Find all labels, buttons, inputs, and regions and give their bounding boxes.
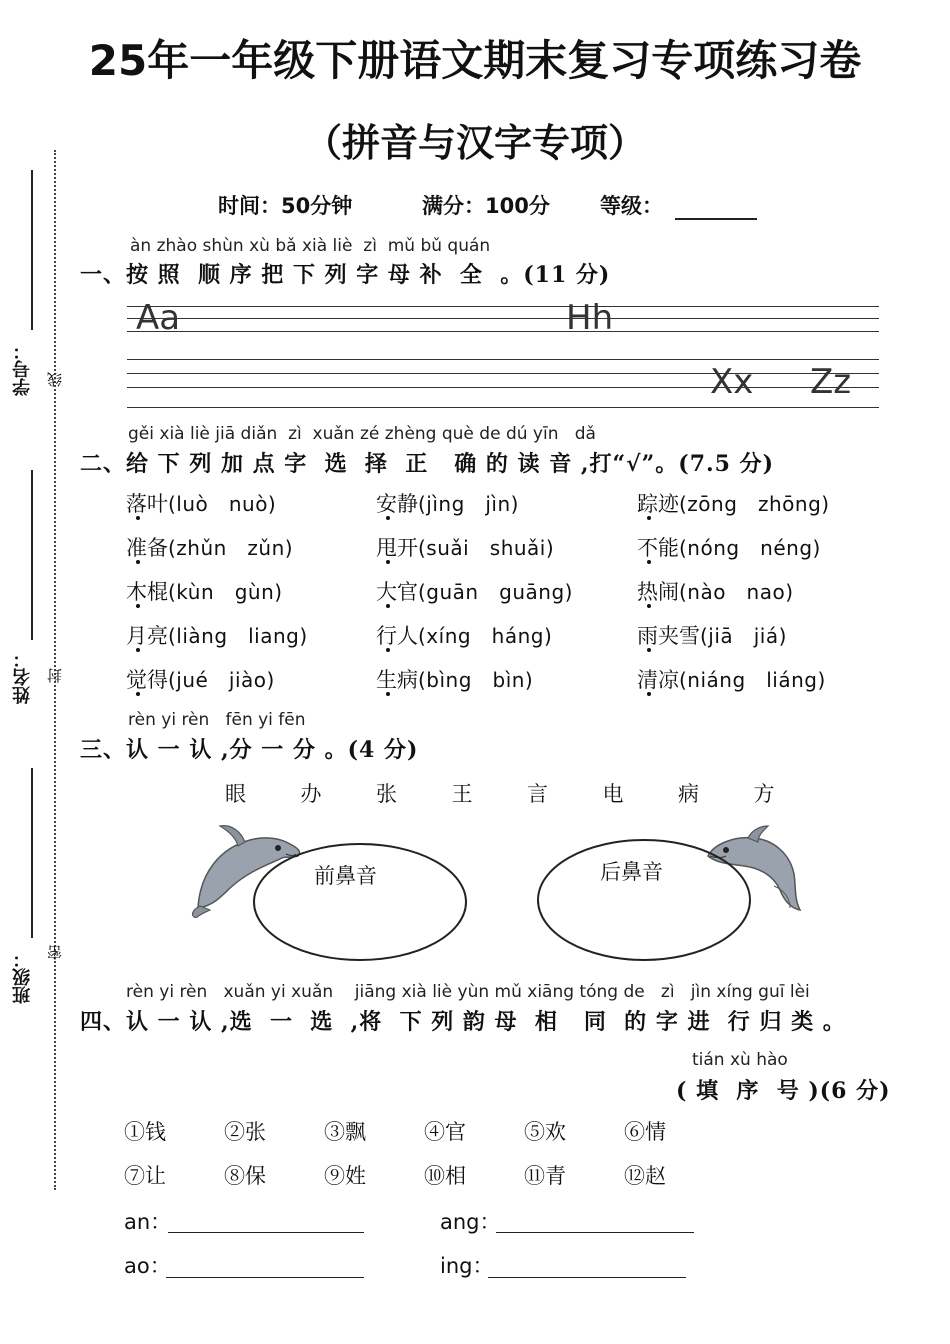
q1-pinyin: àn zhào shùn xù bǎ xià liè zì mǔ bǔ quán xyxy=(130,236,491,256)
q4-sub-heading: ( 填 序 号 )(6 分) xyxy=(676,1078,891,1104)
q3-heading: 三、认 一 认 ,分 一 分 。(4 分) xyxy=(80,737,419,763)
numbered-char: ⑩相 xyxy=(424,1164,466,1188)
q1-heading: 一、按 照 顺 序 把 下 列 字 母 补 全 。(11 分) xyxy=(80,262,611,288)
emphasis-dot xyxy=(386,648,390,652)
sort-char[interactable]: 眼 xyxy=(225,782,246,806)
answer-ao-line[interactable] xyxy=(166,1277,364,1278)
choice-word: 行人 xyxy=(376,624,418,648)
choice-word: 生病 xyxy=(376,668,418,692)
numbered-char: ②张 xyxy=(224,1120,266,1144)
q1-writing-line xyxy=(127,306,879,307)
choice-options[interactable]: (guān guāng) xyxy=(418,580,573,604)
pinyin-choice-item[interactable] xyxy=(376,576,573,606)
numbered-char: ①钱 xyxy=(124,1120,166,1144)
numbered-char: ⑤欢 xyxy=(524,1120,566,1144)
binding-secret-char: 密 xyxy=(46,945,64,960)
choice-word: 清凉 xyxy=(637,668,679,692)
numbered-char: ⑫赵 xyxy=(624,1164,666,1188)
grade-fill-line[interactable] xyxy=(675,200,757,220)
pinyin-choice-item[interactable] xyxy=(637,532,821,562)
choice-word: 大官 xyxy=(376,580,418,604)
emphasis-dot xyxy=(386,692,390,696)
numbered-char: ⑨姓 xyxy=(324,1164,366,1188)
sort-char[interactable]: 办 xyxy=(300,782,322,806)
letter-aa: Aa xyxy=(136,298,181,338)
choice-options[interactable]: (jiā jiá) xyxy=(700,624,787,648)
choice-word: 安静 xyxy=(376,492,418,516)
back-nasal-label: 后鼻音 xyxy=(600,860,663,884)
emphasis-dot xyxy=(647,692,651,696)
q4-sub-pinyin: tián xù hào xyxy=(692,1050,788,1070)
choice-word: 热闹 xyxy=(637,580,679,604)
numbered-char: ④官 xyxy=(424,1120,466,1144)
pinyin-choice-item[interactable] xyxy=(637,620,787,650)
choice-options[interactable]: (jìng jìn) xyxy=(418,492,519,516)
q1-writing-line xyxy=(127,407,879,408)
choice-word: 落叶 xyxy=(126,492,168,516)
choice-word: 甩开 xyxy=(376,536,418,560)
choice-options[interactable]: (nào nao) xyxy=(679,580,794,604)
numbered-char: ⑧保 xyxy=(224,1164,266,1188)
binding-seal-char: 封 xyxy=(46,668,64,683)
choice-options[interactable]: (nóng néng) xyxy=(679,536,821,560)
binding-line-char: 线 xyxy=(46,372,64,387)
emphasis-dot xyxy=(647,516,651,520)
class-fill-line[interactable] xyxy=(31,768,33,938)
numbered-char: ⑪青 xyxy=(524,1164,566,1188)
choice-options[interactable]: (suǎi shuǎi) xyxy=(418,536,555,560)
numbered-char: ⑥情 xyxy=(624,1120,666,1144)
choice-options[interactable]: (jué jiào) xyxy=(168,668,275,692)
name-fill-line[interactable] xyxy=(31,470,33,640)
front-nasal-label: 前鼻音 xyxy=(314,864,377,888)
pinyin-choice-item[interactable] xyxy=(376,488,519,518)
name-label: 姓名： xyxy=(12,650,33,704)
choice-options[interactable]: (bìng bìn) xyxy=(418,668,534,692)
pinyin-choice-item[interactable] xyxy=(376,620,552,650)
choice-word: 雨夹雪 xyxy=(637,624,700,648)
emphasis-dot xyxy=(386,560,390,564)
choice-options[interactable]: (xíng háng) xyxy=(418,624,553,648)
grade-label: 等级： xyxy=(600,194,663,218)
letter-hh: Hh xyxy=(566,298,614,338)
pinyin-choice-item[interactable] xyxy=(376,532,554,562)
pinyin-choice-item[interactable] xyxy=(126,664,275,694)
emphasis-dot xyxy=(647,560,651,564)
q2-pinyin: gěi xià liè jiā diǎn zì xuǎn zé zhèng què de dú yīn dǎ xyxy=(128,424,596,444)
emphasis-dot xyxy=(136,648,140,652)
student-no-fill-line[interactable] xyxy=(31,170,33,330)
answer-an-label: an： xyxy=(124,1210,172,1234)
pinyin-choice-item[interactable] xyxy=(637,664,826,694)
pinyin-choice-item[interactable] xyxy=(376,664,533,694)
choice-options[interactable]: (luò nuò) xyxy=(168,492,277,516)
q4-pinyin: rèn yi rèn xuǎn yi xuǎn jiāng xià liè yùn mǔ xiāng tóng de zì jìn xíng guī lèi xyxy=(126,982,810,1002)
score-info: 满分：100分 xyxy=(422,194,550,218)
choice-word: 准备 xyxy=(126,536,168,560)
choice-options[interactable]: (liàng liang) xyxy=(168,624,308,648)
q3-pinyin: rèn yi rèn fēn yi fēn xyxy=(128,710,306,730)
pinyin-choice-item[interactable] xyxy=(637,576,794,606)
answer-ing-line[interactable] xyxy=(488,1277,686,1278)
pinyin-choice-item[interactable] xyxy=(126,488,276,518)
choice-options[interactable]: (zōng zhōng) xyxy=(679,492,830,516)
emphasis-dot xyxy=(136,692,140,696)
numbered-char: ③飘 xyxy=(324,1120,366,1144)
emphasis-dot xyxy=(386,516,390,520)
q2-heading: 二、给 下 列 加 点 字 选 择 正 确 的 读 音 ,打“√”。(7.5 分) xyxy=(80,451,775,477)
sort-char[interactable]: 电 xyxy=(602,782,624,806)
q1-writing-line xyxy=(127,373,879,374)
student-no-label: 学号： xyxy=(12,342,33,396)
q1-writing-line xyxy=(127,387,879,388)
choice-word: 不能 xyxy=(637,536,679,560)
answer-ao-label: ao： xyxy=(124,1254,171,1278)
sort-char[interactable]: 病 xyxy=(678,782,699,806)
q4-heading: 四、认 一 认 ,选 一 选 ,将 下 列 韵 母 相 同 的 字 进 行 归 类 。 xyxy=(80,1009,846,1035)
letter-zz: Zz xyxy=(810,362,852,402)
emphasis-dot xyxy=(647,604,651,608)
class-label: 班级： xyxy=(12,950,33,1004)
emphasis-dot xyxy=(136,560,140,564)
answer-ang-line[interactable] xyxy=(496,1232,694,1233)
letter-xx: Xx xyxy=(710,362,754,402)
numbered-char: ⑦让 xyxy=(124,1164,166,1188)
emphasis-dot xyxy=(136,604,140,608)
grade-info xyxy=(600,190,757,220)
pinyin-choice-item[interactable] xyxy=(126,576,283,606)
sort-char[interactable]: 张 xyxy=(376,782,397,806)
sort-char[interactable]: 方 xyxy=(753,782,775,806)
choice-word: 踪迹 xyxy=(637,492,679,516)
sort-char[interactable]: 言 xyxy=(527,782,548,806)
emphasis-dot xyxy=(647,648,651,652)
q1-writing-line xyxy=(127,318,879,319)
answer-ang-label: ang： xyxy=(440,1210,501,1234)
pinyin-choice-item[interactable] xyxy=(126,532,293,562)
emphasis-dot xyxy=(386,604,390,608)
q1-writing-line xyxy=(127,359,879,360)
page-title: 25年一年级下册语文期末复习专项练习卷 xyxy=(88,36,862,85)
choice-options[interactable]: (niáng liáng) xyxy=(679,668,826,692)
pinyin-choice-item[interactable] xyxy=(637,488,830,518)
page-subtitle: （拼音与汉字专项） xyxy=(303,121,646,165)
choice-word: 月亮 xyxy=(126,624,168,648)
front-nasal-oval[interactable] xyxy=(250,840,470,964)
answer-an-line[interactable] xyxy=(168,1232,364,1233)
sort-char[interactable]: 王 xyxy=(451,782,473,806)
choice-word: 觉得 xyxy=(126,668,168,692)
q1-writing-line xyxy=(127,331,879,332)
answer-ing-label: ing： xyxy=(440,1254,494,1278)
time-info: 时间：50分钟 xyxy=(218,194,353,218)
choice-options[interactable]: (kùn gùn) xyxy=(168,580,283,604)
emphasis-dot xyxy=(136,516,140,520)
choice-options[interactable]: (zhǔn zǔn) xyxy=(168,536,294,560)
pinyin-choice-item[interactable] xyxy=(126,620,308,650)
choice-word: 木棍 xyxy=(126,580,168,604)
